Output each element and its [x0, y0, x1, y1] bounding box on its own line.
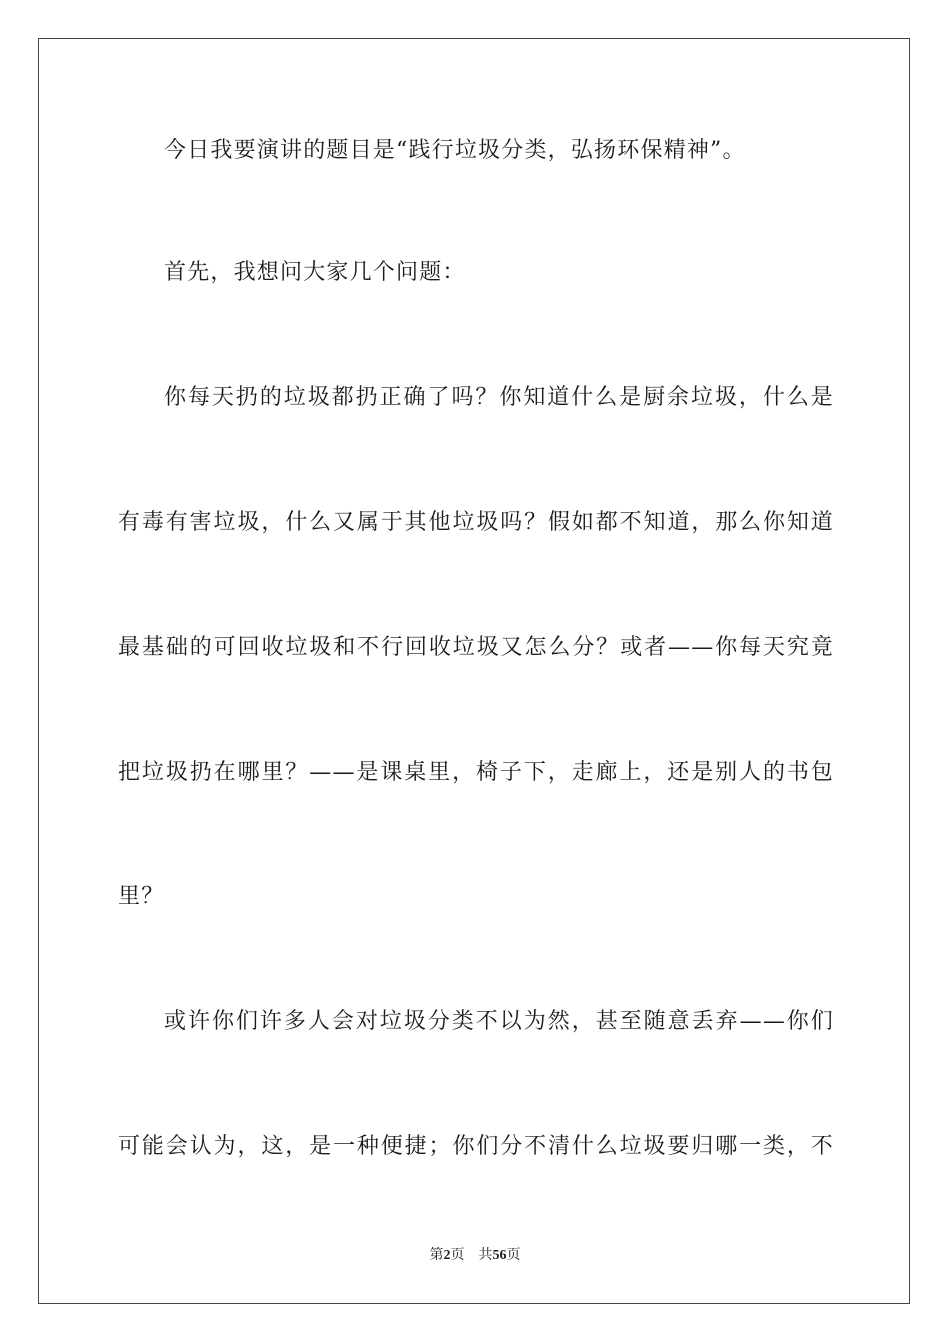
paragraph-line-9: 可能会认为，这，是一种便捷；你们分不清什么垃圾要归哪一类，不: [118, 1134, 834, 1159]
footer-page-prefix: 第: [429, 1248, 444, 1263]
footer-total-suffix: 页: [506, 1248, 521, 1263]
paragraph-line-4: 有毒有害垃圾，什么又属于其他垃圾吗？假如都不知道，那么你知道: [118, 510, 834, 535]
paragraph-line-1: 今日我要演讲的题目是“践行垃圾分类，弘扬环保精神”。: [164, 138, 746, 163]
footer-page-suffix: 页: [450, 1248, 465, 1263]
paragraph-line-3: 你每天扔的垃圾都扔正确了吗？你知道什么是厨余垃圾，什么是: [164, 385, 834, 410]
footer-page-number: 2: [443, 1248, 451, 1263]
footer-total-pages: 56: [492, 1248, 507, 1263]
page-footer: [0, 1246, 950, 1266]
paragraph-line-2: 首先，我想问大家几个问题：: [164, 260, 466, 285]
paragraph-line-5: 最基础的可回收垃圾和不行回收垃圾又怎么分？或者——你每天究竟: [118, 635, 834, 660]
page-border: [38, 38, 910, 1304]
paragraph-line-6: 把垃圾扔在哪里？——是课桌里，椅子下，走廊上，还是别人的书包: [118, 760, 834, 785]
paragraph-line-7: 里？: [118, 884, 165, 909]
footer-total-prefix: 共: [478, 1248, 493, 1263]
paragraph-line-8: 或许你们许多人会对垃圾分类不以为然，甚至随意丢弃——你们: [164, 1009, 834, 1034]
